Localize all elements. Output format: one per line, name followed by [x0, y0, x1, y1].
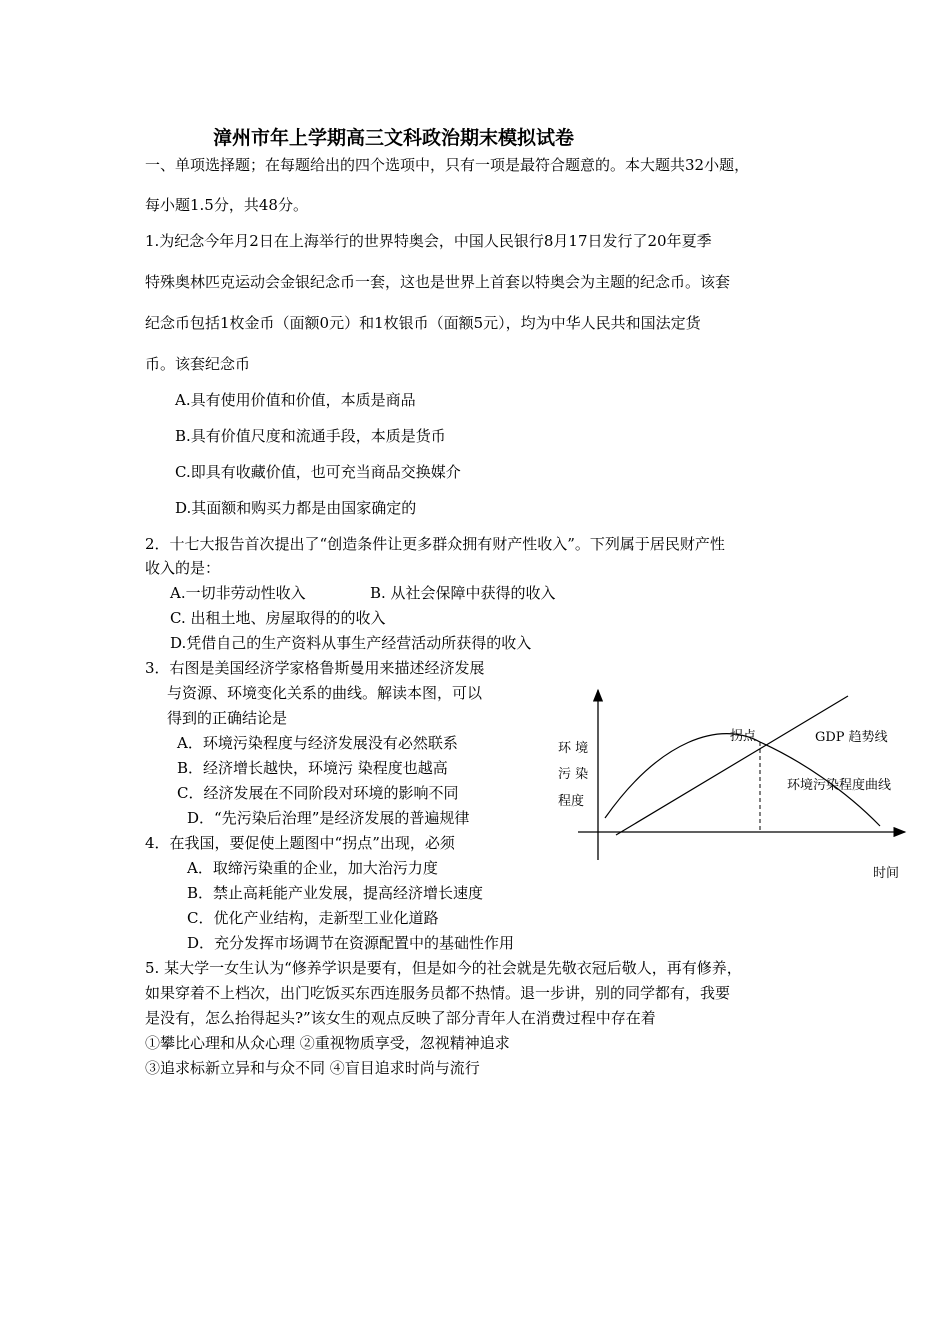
- y-axis-label-2: 污 染: [558, 767, 589, 782]
- q1-option-b: B.具有价值尺度和流通手段，本质是货币: [175, 427, 446, 445]
- q2-stem-line: 2．十七大报告首次提出了“创造条件让更多群众拥有财产性收入”。下列属于居民财产性: [145, 535, 725, 553]
- q4-option-a: A．取缔污染重的企业，加大治污力度: [187, 859, 438, 877]
- q4-stem: 4．在我国，要促使上题图中“拐点”出现，必须: [145, 834, 455, 852]
- q5-stem-line: 是没有，怎么抬得起头?”该女生的观点反映了部分青年人在消费过程中存在着: [145, 1009, 656, 1027]
- q1-option-a: A.具有使用价值和价值，本质是商品: [175, 391, 416, 409]
- gdp-line-label: GDP 趋势线: [815, 730, 888, 745]
- q3-stem-line: 与资源、环境变化关系的曲线。解读本图，可以: [167, 684, 483, 702]
- q3-option-d: D．“先污染后治理”是经济发展的普遍规律: [187, 809, 470, 827]
- q5-choice-line: ①攀比心理和从众心理 ②重视物质享受，忽视精神追求: [145, 1034, 510, 1052]
- q3-stem-line: 3．右图是美国经济学家格鲁斯曼用来描述经济发展: [145, 659, 485, 677]
- q1-option-d: D.其面额和购买力都是由国家确定的: [175, 499, 417, 517]
- q5-stem-line: 如果穿着不上档次，出门吃饭买东西连服务员都不热情。退一步讲，别的同学都有，我要: [145, 984, 731, 1002]
- q2-option-b: B. 从社会保障中获得的收入: [370, 584, 556, 602]
- q5-stem-line: 5. 某大学一女生认为“修养学识是要有，但是如今的社会就是先敬衣冠后敬人，再有修养，: [145, 959, 742, 977]
- q1-stem-line: 特殊奥林匹克运动会金银纪念币一套，这也是世界上首套以特奥会为主题的纪念币。该套: [145, 273, 731, 291]
- gdp-trend-line: [616, 696, 848, 835]
- q2-option-c: C. 出租土地、房屋取得的的收入: [170, 609, 386, 627]
- q4-option-c: C．优化产业结构，走新型工业化道路: [187, 909, 439, 927]
- q1-option-c: C.即具有收藏价值，也可充当商品交换媒介: [175, 463, 461, 481]
- q3-option-b: B．经济增长越快，环境污 染程度也越高: [177, 759, 448, 777]
- page-title: 漳州市年上学期高三文科政治期末模拟试卷: [213, 127, 575, 149]
- q2-option-a: A.一切非劳动性收入: [170, 584, 306, 602]
- q4-option-b: B．禁止高耗能产业发展，提高经济增长速度: [187, 884, 484, 902]
- q1-stem-line: 1.为纪念今年月2日在上海举行的世界特奥会，中国人民银行8月17日发行了20年夏季: [145, 232, 712, 250]
- q1-stem-line: 币。该套纪念币: [145, 355, 251, 373]
- y-axis-label-1: 环 境: [558, 741, 589, 756]
- q3-option-c: C．经济发展在不同阶段对环境的影响不同: [177, 784, 459, 802]
- x-axis-label: 时间: [873, 866, 900, 881]
- q3-stem-line: 得到的正确结论是: [167, 709, 288, 727]
- q1-stem-line: 纪念币包括1枚金币（面额0元）和1枚银币（面额5元），均为中华人民共和国法定货: [145, 314, 701, 332]
- q2-stem-line: 收入的是：: [145, 559, 221, 577]
- q3-option-a: A．环境污染程度与经济发展没有必然联系: [177, 734, 458, 752]
- y-axis-label-3: 程度: [558, 794, 585, 809]
- turning-point-label: 拐点: [730, 729, 757, 744]
- section-instructions-line1: 一、单项选择题；在每题给出的四个选项中，只有一项是最符合题意的。本大题共32小题，: [145, 156, 750, 174]
- section-instructions-line2: 每小题1.5分，共48分。: [145, 196, 308, 214]
- pollution-curve-label: 环境污染程度曲线: [787, 778, 892, 793]
- q5-choice-line: ③追求标新立异和与众不同 ④盲目追求时尚与流行: [145, 1059, 480, 1077]
- kuznets-diagram: [540, 680, 920, 885]
- q4-option-d: D．充分发挥市场调节在资源配置中的基础性作用: [187, 934, 515, 952]
- q2-option-d: D.凭借自己的生产资料从事生产经营活动所获得的收入: [170, 634, 532, 652]
